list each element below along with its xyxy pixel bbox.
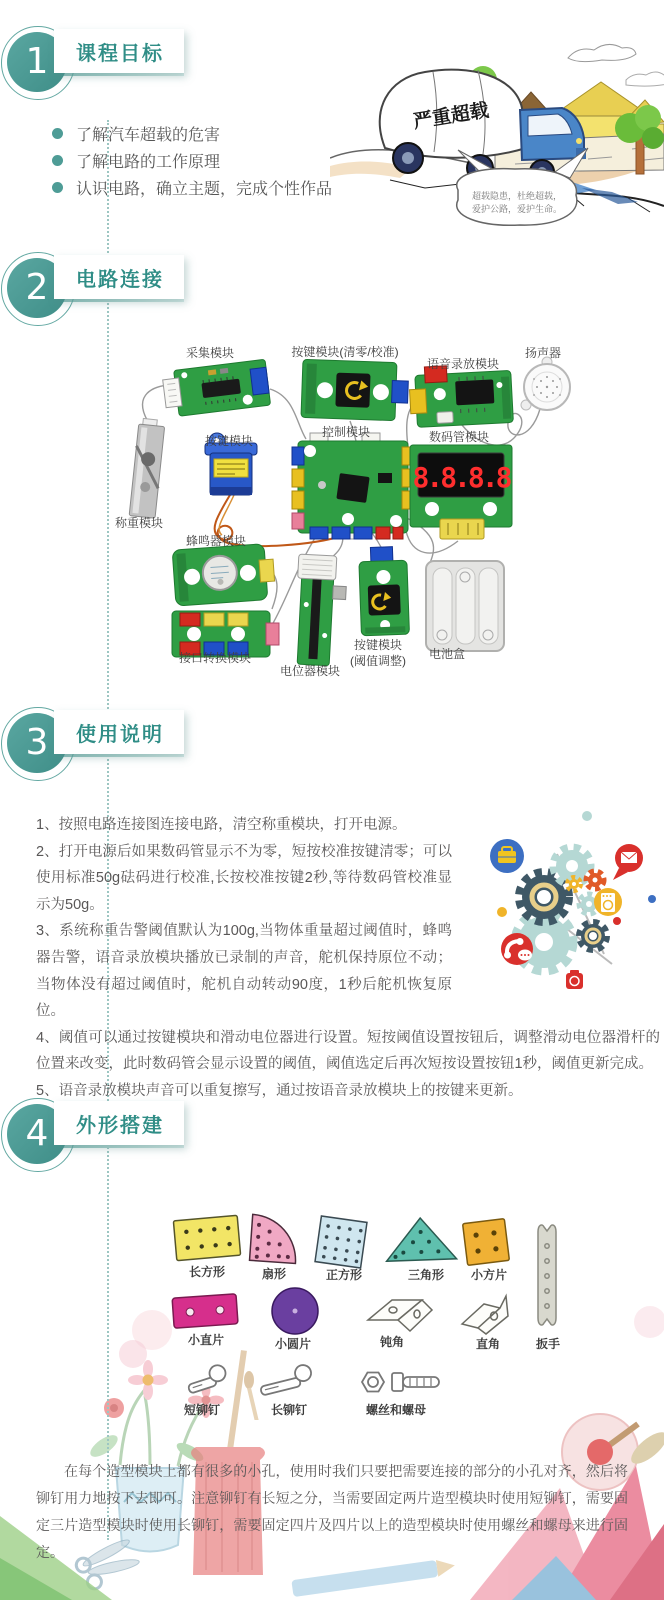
label-small-square: 小方片 — [470, 1268, 508, 1282]
bubble-text-line1: 超载隐患，杜绝超载， — [471, 191, 563, 201]
label-button-module-calibrate: 按键模块(清零/校准) — [291, 345, 399, 359]
section-title-tab — [54, 29, 184, 73]
section-4-header — [0, 1093, 220, 1183]
label-wrench: 扳手 — [535, 1337, 561, 1351]
gears-illustration-wrap — [462, 794, 664, 992]
objective-item — [52, 147, 332, 174]
button-module-calibrate — [301, 359, 409, 421]
dot-red — [613, 917, 621, 925]
assembly-note: 在每个造型模块上都有很多的小孔，使用时我们只要把需要连接的部分的小孔对齐，然后将铆钉用力地按下去即可。注意铆钉有长短之分，当需要固定两片造型模块时使用短铆钉，需要固定三片造型模块时使用长铆钉，需要固定四片及四片以上的造型模块时使用螺丝和螺母来进行固定。 — [36, 1463, 628, 1560]
section-title: 课程目标 — [76, 42, 164, 65]
cloud — [568, 44, 636, 61]
shape-square — [315, 1216, 367, 1268]
mail-icon — [613, 844, 643, 880]
shape-rectangle — [173, 1215, 240, 1260]
shape-triangle — [385, 1217, 456, 1261]
section-number: 1 — [25, 41, 49, 82]
seven-segment-display: 8.8.8.8 — [412, 461, 510, 494]
label-battery-box: 电池盒 — [428, 647, 466, 661]
label-collection-module: 采集模块 — [185, 346, 235, 360]
label-interface-module: 接口转换模块 — [178, 651, 252, 665]
potentiometer-module — [293, 554, 348, 666]
display-module — [410, 445, 512, 539]
shape-small-strip — [172, 1294, 238, 1328]
bullet-icon — [52, 155, 63, 166]
bullet-icon — [52, 128, 63, 139]
button-module-threshold — [358, 546, 409, 636]
section-title-tab — [54, 255, 184, 299]
label-fan: 扇形 — [261, 1267, 287, 1281]
camera-icon — [566, 970, 583, 989]
label-voice-module: 语音录放模块 — [426, 357, 500, 371]
label-load-cell: 称重模块 — [114, 516, 164, 530]
section-underline — [62, 299, 184, 302]
instruction-step-4: 4、阈值可以通过按键模块和滑动电位器进行设置。短按阈值设置按钮后，调整滑动电位器滑杆的位置来改变，此时数码管会显示设置的阈值，阈值选定后再次短按设置按钮1秒，阈值更新完成。 — [36, 1029, 660, 1073]
label-small-strip: 小直片 — [187, 1333, 225, 1347]
shape-screw-nut — [362, 1373, 439, 1392]
objective-item — [52, 174, 332, 201]
label-potentiometer-module: 电位器模块 — [279, 664, 341, 678]
circuit-diagram — [110, 335, 664, 685]
usage-instructions — [36, 812, 660, 1105]
section-2-header — [0, 247, 220, 337]
section-title: 电路连接 — [76, 268, 164, 291]
shape-fan — [250, 1214, 299, 1263]
load-cell-module — [129, 418, 165, 518]
section-number: 2 — [25, 267, 49, 308]
label-buzzer-module: 蜂鸣器模块 — [185, 534, 247, 548]
building-parts — [130, 1200, 580, 1420]
section-title: 使用说明 — [76, 723, 164, 746]
label-control-module: 控制模块 — [321, 425, 371, 439]
label-triangle: 三角形 — [407, 1268, 445, 1282]
instruction-step-3: 3、系统称重告警阈值默认为100g,当物体重量超过阈值时，蜂鸣器告警，语音录放模块播放已录制的声音，舵机保持原位不动；当物体没有超过阈值时，舵机自动转动90度，1秒后舵机恢复原位。 — [36, 923, 452, 1020]
label-screw-nut: 螺丝和螺母 — [365, 1403, 427, 1417]
label-obtuse-bracket: 钝角 — [379, 1335, 405, 1349]
shape-small-disc — [272, 1288, 318, 1334]
section-number: 4 — [25, 1113, 49, 1154]
objectives-list — [52, 120, 332, 201]
objective-text: 了解汽车超载的危害 — [76, 127, 221, 144]
paintbrush-deco — [244, 1371, 258, 1420]
instruction-step-5: 5、语音录放模块声音可以重复擦写，通过按语音录放模块上的按键来更新。 — [36, 1082, 523, 1099]
label-speaker: 扬声器 — [524, 346, 562, 360]
label-display-module: 数码管模块 — [428, 430, 490, 444]
label-right-bracket: 直角 — [475, 1337, 501, 1351]
shape-small-square — [463, 1219, 510, 1266]
speaker — [521, 357, 570, 410]
buzzer-module — [172, 543, 276, 606]
section-title-tab — [54, 1101, 184, 1145]
label-short-rivet: 短铆钉 — [183, 1403, 221, 1417]
objective-text: 了解电路的工作原理 — [76, 154, 221, 171]
voice-module — [408, 362, 513, 427]
shape-wrench — [538, 1225, 556, 1325]
shape-long-rivet — [257, 1363, 313, 1395]
label-threshold-button-line1: 按键模块 — [353, 638, 403, 652]
gear-dark-small — [579, 922, 607, 950]
label-rectangle: 长方形 — [188, 1265, 226, 1279]
objective-item — [52, 120, 332, 147]
road-crack-water — [582, 188, 638, 204]
washer-icon — [594, 888, 622, 916]
section-number: 3 — [25, 722, 49, 763]
label-long-rivet: 长铆钉 — [270, 1403, 308, 1417]
dot-teal — [582, 811, 592, 821]
section-title: 外形搭建 — [76, 1114, 164, 1137]
truck-illustration — [330, 30, 664, 230]
battery-box — [426, 561, 504, 651]
gear-orange — [586, 871, 604, 889]
section-underline — [62, 754, 184, 757]
gears-illustration — [462, 794, 664, 992]
instruction-step-2: 2、打开电源后如果数码管显示不为零，短按校准按键清零；可以使用标准50g砝码进行校准,长按校准按键2秒,等待数码管校准显示为50g。 — [36, 843, 452, 913]
truck-banner-text: 严重超载 — [411, 100, 491, 133]
label-threshold-button-line2: (阈值调整) — [350, 654, 406, 668]
shape-right-bracket — [462, 1296, 508, 1334]
shape-obtuse-bracket — [368, 1300, 432, 1331]
section-1-header — [0, 21, 220, 111]
label-small-disc: 小圆片 — [274, 1337, 312, 1351]
label-square: 正方形 — [325, 1268, 363, 1282]
cloud — [626, 72, 664, 86]
dot-blue — [648, 895, 656, 903]
instruction-step-1: 1、按照电路连接图连接电路，清空称重模块，打开电源。 — [36, 817, 407, 833]
bullet-icon — [52, 182, 63, 193]
section-underline — [62, 1145, 184, 1148]
shape-short-rivet — [185, 1363, 229, 1393]
section-3-header — [0, 702, 220, 792]
bubble-text-line2: 爱护公路，爱护生命。 — [471, 204, 563, 214]
collection-module — [162, 359, 271, 417]
section-underline — [62, 73, 184, 76]
dot-yellow — [497, 907, 507, 917]
section-title-tab — [54, 710, 184, 754]
objective-text: 认识电路，确立主题，完成个性作品 — [76, 181, 333, 198]
label-servo-module: 按键模块 — [204, 434, 254, 448]
control-module — [292, 433, 414, 539]
briefcase-icon — [490, 839, 524, 873]
phone-icon — [501, 933, 533, 965]
